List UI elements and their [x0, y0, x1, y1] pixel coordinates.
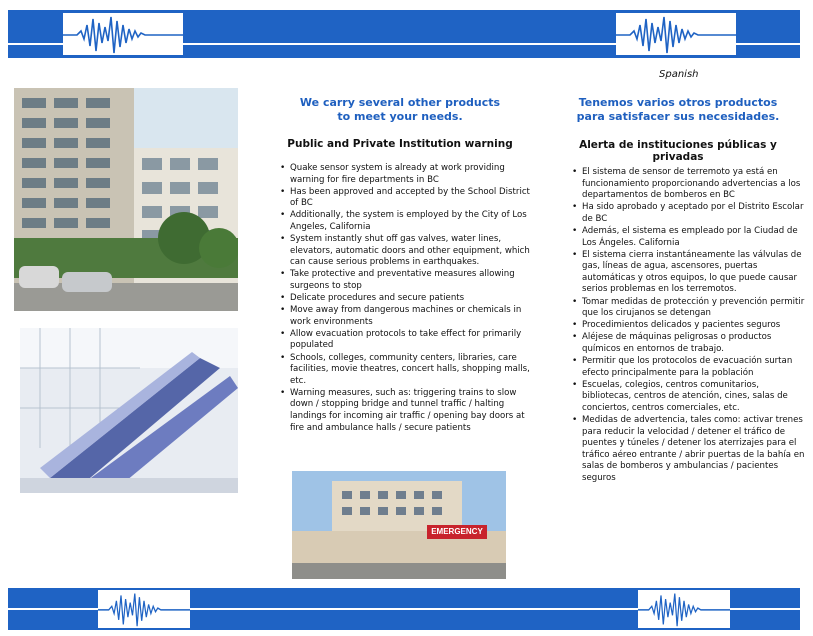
spanish-heading-line2: para satisfacer sus necesidades.	[576, 110, 780, 123]
seismograph-logo-right	[616, 13, 736, 55]
seismograph-logo-left-bottom	[98, 590, 190, 628]
list-item: • System instantly shut off gas valves, water lines, elevators, automatic doors and other equipment, which can cause serious problems in earthquakes.	[290, 234, 534, 269]
seismograph-wave-icon	[98, 590, 190, 628]
list-item: • Warning measures, such as: triggering trains to slow down / stopping bridge and tunnel traffic / halting landings for incoming air traffic / opening bay doors at fire and ambulance halls / secure patients	[290, 388, 534, 434]
spanish-heading-line1: Tenemos varios otros productos	[578, 96, 778, 109]
apartment-building-photo	[14, 88, 238, 311]
seismograph-logo-right-bottom	[638, 590, 730, 628]
list-item: • Move away from dangerous machines or chemicals in work environments	[290, 305, 534, 328]
list-item: • Additionally, the system is employed by the City of Los Angeles, California	[290, 210, 534, 233]
list-item: • Ha sido aprobado y aceptado por el Distrito Escolar de BC	[582, 202, 806, 225]
seismograph-wave-icon	[638, 590, 730, 628]
list-item: • Permitir que los protocolos de evacuación surtan efecto principalmente para la población	[582, 356, 806, 379]
escalator-photo	[20, 328, 238, 493]
list-item: • Escuelas, colegios, centros comunitarios, bibliotecas, centros de atención, cines, salas de conciertos, centros comerciales, etc.	[582, 380, 806, 415]
spanish-bullet-list	[568, 167, 806, 485]
seismograph-wave-icon	[616, 13, 736, 55]
list-item: • Take protective and preventative measures allowing surgeons to stop	[290, 269, 534, 292]
seismograph-wave-icon	[63, 13, 183, 55]
emergency-sign-text: EMERGENCY	[431, 527, 483, 536]
spanish-subheading: Alerta de instituciones públicas y privadas	[579, 139, 777, 163]
list-item: • Además, el sistema es empleado por la Ciudad de Los Ángeles. California	[582, 226, 806, 249]
english-heading	[290, 96, 510, 124]
bottom-banner	[8, 588, 800, 630]
spanish-language-label: Spanish	[659, 69, 699, 80]
english-heading-line2: to meet your needs.	[337, 110, 463, 123]
seismograph-logo-left	[63, 13, 183, 55]
list-item: • Allow evacuation protocols to take effect for primarily populated	[290, 329, 534, 352]
list-item: • Medidas de advertencia, tales como: activar trenes para reducir la velocidad / detener el tráfico de puentes y túneles / detener los aterrizajes para el tráfico aéreo entrante / abrir puertas de la bahía en salas de bomberos y ambulancias / pacientes seguros	[582, 415, 806, 485]
list-item: • El sistema cierra instantáneamente las válvulas de gas, líneas de agua, ascensores, puertas automáticas y otros equipos, lo que puede causar serios problemas en los terremotos.	[582, 250, 806, 296]
list-item: • Procedimientos delicados y pacientes seguros	[582, 320, 806, 332]
top-banner	[8, 10, 800, 58]
list-item: • Has been approved and accepted by the School District of BC	[290, 187, 534, 210]
list-item: • El sistema de sensor de terremoto ya está en funcionamiento proporcionando advertencias a los departamentos de bomberos en BC	[582, 167, 806, 202]
english-subheading: Public and Private Institution warning	[287, 138, 513, 150]
english-heading-line1: We carry several other products	[299, 96, 501, 109]
list-item: • Delicate procedures and secure patients	[290, 293, 534, 305]
list-item: • Schools, colleges, community centers, libraries, care facilities, movie theatres, concert halls, shopping malls, etc.	[290, 353, 534, 388]
list-item: • Aléjese de máquinas peligrosas o productos químicos en entornos de trabajo.	[582, 332, 806, 355]
list-item: • Tomar medidas de protección y prevención permitir que los cirujanos se detengan	[582, 297, 806, 320]
spanish-heading	[566, 96, 790, 124]
english-bullet-list	[276, 163, 534, 435]
list-item: • Quake sensor system is already at work providing warning for fire departments in BC	[290, 163, 534, 186]
hospital-photo	[292, 471, 506, 579]
